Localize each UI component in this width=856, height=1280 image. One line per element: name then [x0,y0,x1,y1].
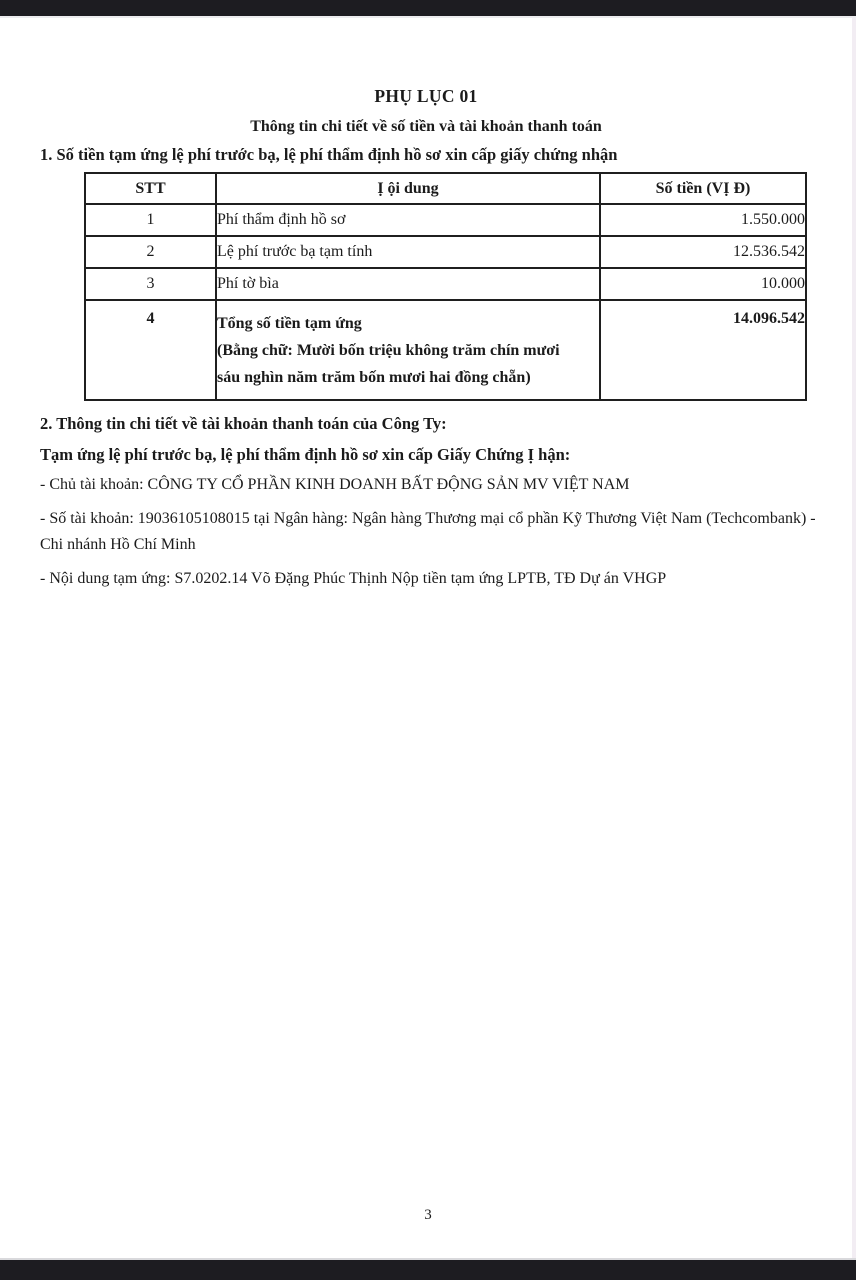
col-header-stt: STT [85,173,216,204]
col-header-amount: Số tiền (VỊ Đ) [600,173,806,204]
transfer-note-line: - Nội dung tạm ứng: S7.0202.14 Võ Đặng Phúc Thịnh Nộp tiền tạm ứng LPTB, TĐ Dự án VHGP [40,569,667,587]
row-amount: 12.536.542 [600,236,806,268]
row-stt: 2 [85,236,216,268]
table-row [85,268,806,300]
account-holder-line: - Chủ tài khoản: CÔNG TY CỔ PHẦN KINH DOANH BẤT ĐỘNG SẢN MV VIỆT NAM [40,476,630,493]
col-header-content: Ị ội dung [216,173,600,204]
document-title: PHỤ LỤC 01 [374,86,478,106]
section2-heading: 2. Thông tin chi tiết về tài khoản thanh toán của Công Ty: [40,414,447,433]
section2-subheading: Tạm ứng lệ phí trước bạ, lệ phí thẩm định hồ sơ xin cấp Giấy Chứng Ị hận: [40,445,571,464]
table-header-row [85,173,806,204]
fee-table [84,172,807,401]
document-page [0,16,856,1260]
amount-in-words: (Bằng chữ: Mười bốn triệu không trăm chín mươi sáu nghìn năm trăm bốn mươi hai đồng chẵn) [217,342,560,386]
row-amount: 14.096.542 [600,300,806,400]
section1-heading: 1. Số tiền tạm ứng lệ phí trước bạ, lệ phí thẩm định hồ sơ xin cấp giấy chứng nhận [40,145,618,164]
table-row-total [85,300,806,400]
row-content [216,300,600,400]
row-stt: 1 [85,204,216,236]
row-content: Lệ phí trước bạ tạm tính [216,236,600,268]
row-amount: 1.550.000 [600,204,806,236]
row-stt: 3 [85,268,216,300]
row-content: Phí tờ bìa [216,268,600,300]
viewer-top-bar [0,0,856,18]
row-content: Phí thẩm định hồ sơ [216,204,600,236]
document-subtitle: Thông tin chi tiết về số tiền và tài khoản thanh toán [250,118,602,135]
account-number-line: - Số tài khoản: 19036105108015 tại Ngân hàng: Ngân hàng Thương mại cổ phần Kỹ Thương Việt Nam (Techcombank) - Chi nhánh Hồ Chí Minh [40,509,816,553]
table-row [85,236,806,268]
viewer-bottom-bar [0,1258,856,1280]
total-label: Tổng số tiền tạm ứng [217,315,362,332]
table-row [85,204,806,236]
row-amount: 10.000 [600,268,806,300]
row-stt: 4 [85,300,216,400]
page-number: 3 [424,1207,432,1223]
